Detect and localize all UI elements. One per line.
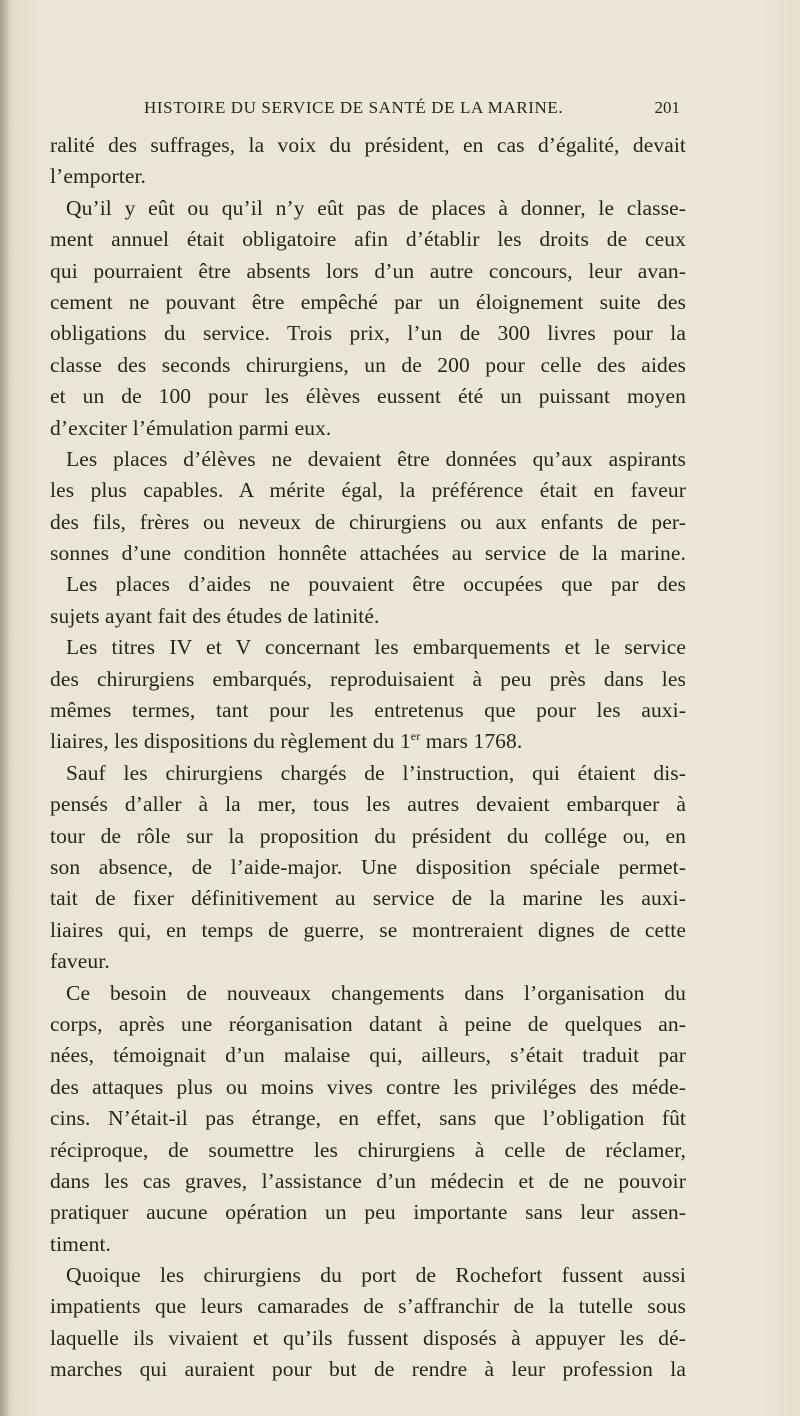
text-line: et un de 100 pour les élèves eussent été un puissant moyen — [50, 384, 686, 409]
text-line: tour de rôle sur la proposition du président du collége ou, en — [50, 823, 686, 848]
text-line: mêmes termes, tant pour les entretenus que pour les auxi- — [50, 698, 686, 723]
text-line: faveur. — [50, 949, 110, 974]
line-tail: mars 1768. — [420, 729, 523, 754]
body-text — [50, 130, 686, 1386]
running-head — [100, 98, 680, 128]
text-line: tait de fixer définitivement au service de la marine les auxi- — [50, 886, 686, 911]
running-title: HISTOIRE DU SERVICE DE SANTÉ DE LA MARINE. — [144, 98, 564, 117]
text-line: obligations du service. Trois prix, l’un de 300 livres pour la — [50, 321, 686, 346]
text-line: réciproque, de soumettre les chirurgiens à celle de réclamer, — [50, 1137, 686, 1162]
text-line: qui pourraient être absents lors d’un autre concours, leur avan- — [50, 258, 686, 283]
text-line: sujets ayant fait des études de latinité. — [50, 603, 380, 628]
text-line: corps, après une réorganisation datant à peine de quelques an- — [50, 1011, 686, 1036]
text-line: ment annuel était obligatoire afin d’établir les droits de ceux — [50, 227, 686, 252]
text-line: des fils, frères ou neveux de chirurgiens ou aux enfants de per- — [50, 509, 686, 534]
text-line-with-date — [50, 726, 686, 757]
text-line: Les places d’élèves ne devaient être données qu’aux aspirants — [66, 446, 686, 471]
text-line: Les titres IV et V concernant les embarquements et le service — [66, 635, 686, 660]
text-line: classe des seconds chirurgiens, un de 200 pour celle des aides — [50, 352, 686, 377]
text-line: Les places d’aides ne pouvaient être occupées que par des — [66, 572, 686, 597]
text-line: laquelle ils vivaient et qu’ils fussent disposés à appuyer les dé- — [50, 1325, 686, 1350]
text-line: des attaques plus ou moins vives contre les priviléges des méde- — [50, 1074, 686, 1099]
text-line: Qu’il y eût ou qu’il n’y eût pas de places à donner, le classe- — [66, 195, 686, 220]
text-line: ralité des suffrages, la voix du président, en cas d’égalité, devait — [50, 133, 686, 157]
text-line: timent. — [50, 1231, 112, 1256]
text-line: Quoique les chirurgiens du port de Rochefort fussent aussi — [66, 1263, 686, 1288]
text-line: l’emporter. — [50, 164, 147, 189]
text-line: dans les cas graves, l’assistance d’un médecin et de ne pouvoir — [50, 1168, 686, 1193]
text-line: pratiquer aucune opération un peu importante sans leur assen- — [50, 1200, 686, 1225]
page-number: 201 — [654, 98, 680, 117]
text-line: nées, témoignait d’un malaise qui, ailleurs, s’était traduit par — [50, 1043, 686, 1068]
text-line: les plus capables. A mérite égal, la préférence était en faveur — [50, 478, 686, 503]
text-line: cins. N’était-il pas étrange, en effet, sans que l’obligation fût — [50, 1106, 686, 1131]
text-line: Ce besoin de nouveaux changements dans l’organisation du — [66, 980, 686, 1005]
text-line: pensés d’aller à la mer, tous les autres devaient embarquer à — [50, 792, 686, 817]
text-line: sonnes d’une condition honnête attachées au service de la marine. — [50, 541, 686, 566]
text-line: son absence, de l’aide-major. Une disposition spéciale permet- — [50, 854, 686, 879]
text-line: cement ne pouvant être empêché par un éloignement suite des — [50, 289, 686, 314]
text-line: marches qui auraient pour but de rendre à leur profession la — [50, 1357, 686, 1382]
ordinal-superscript: er — [410, 729, 421, 744]
text-line: Sauf les chirurgiens chargés de l’instruction, qui étaient dis- — [66, 760, 686, 785]
binding-shadow — [0, 0, 10, 1416]
text-line: des chirurgiens embarqués, reproduisaient à peu près dans les — [50, 666, 686, 691]
text-line: liaires qui, en temps de guerre, se montreraient dignes de cette — [50, 917, 686, 942]
text-line: impatients que leurs camarades de s’affranchir de la tutelle sous — [50, 1294, 686, 1319]
line-text: liaires, les dispositions du règlement du 1 — [50, 729, 411, 754]
text-line: d’exciter l’émulation parmi eux. — [50, 415, 332, 440]
